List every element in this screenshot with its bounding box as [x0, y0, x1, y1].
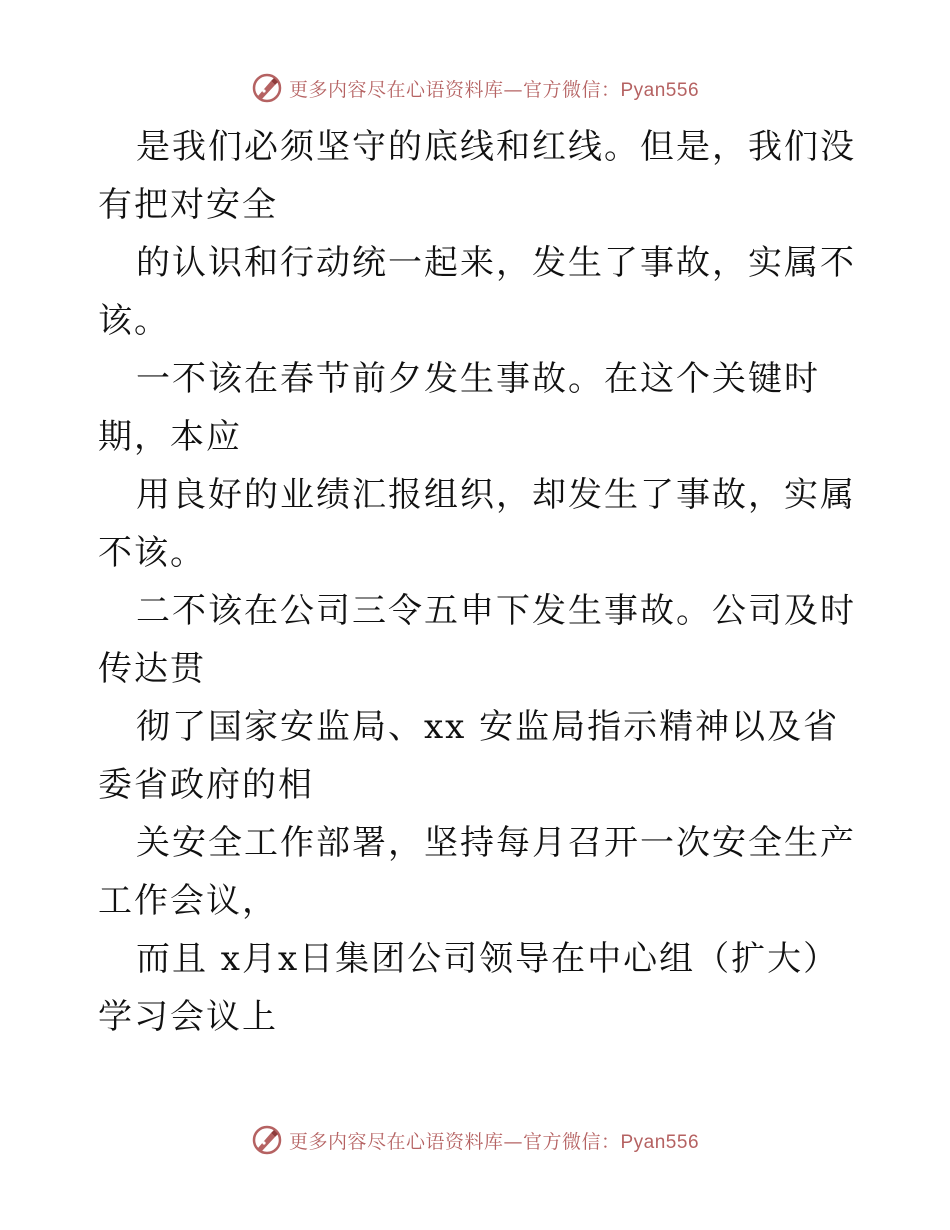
- footer-watermark: [0, 1124, 950, 1156]
- header-watermark: [0, 72, 950, 104]
- paragraph: 一不该在春节前夕发生事故。在这个关键时期，本应: [98, 359, 820, 457]
- paragraph: 用良好的业绩汇报组织，却发生了事故，实属不该。: [98, 475, 856, 573]
- watermark-text: 更多内容尽在心语资料库—官方微信：Pyan556: [288, 78, 700, 101]
- paragraph: 是我们必须坚守的底线和红线。但是，我们没有把对安全: [98, 127, 856, 225]
- paragraph: 而且 x月x日集团公司领导在中心组（扩大）学习会议上: [98, 939, 840, 1037]
- pen-logo-icon: [251, 1124, 283, 1156]
- watermark-text: 更多内容尽在心语资料库—官方微信：Pyan556: [288, 1130, 700, 1153]
- document-body: [98, 118, 858, 1046]
- paragraph: 二不该在公司三令五申下发生事故。公司及时传达贯: [98, 591, 856, 689]
- paragraph: 的认识和行动统一起来，发生了事故，实属不该。: [98, 243, 856, 341]
- paragraph: 关安全工作部署，坚持每月召开一次安全生产工作会议，: [98, 823, 856, 921]
- pen-logo-icon: [251, 72, 283, 104]
- paragraph: 彻了国家安监局、xx 安监局指示精神以及省委省政府的相: [98, 707, 840, 805]
